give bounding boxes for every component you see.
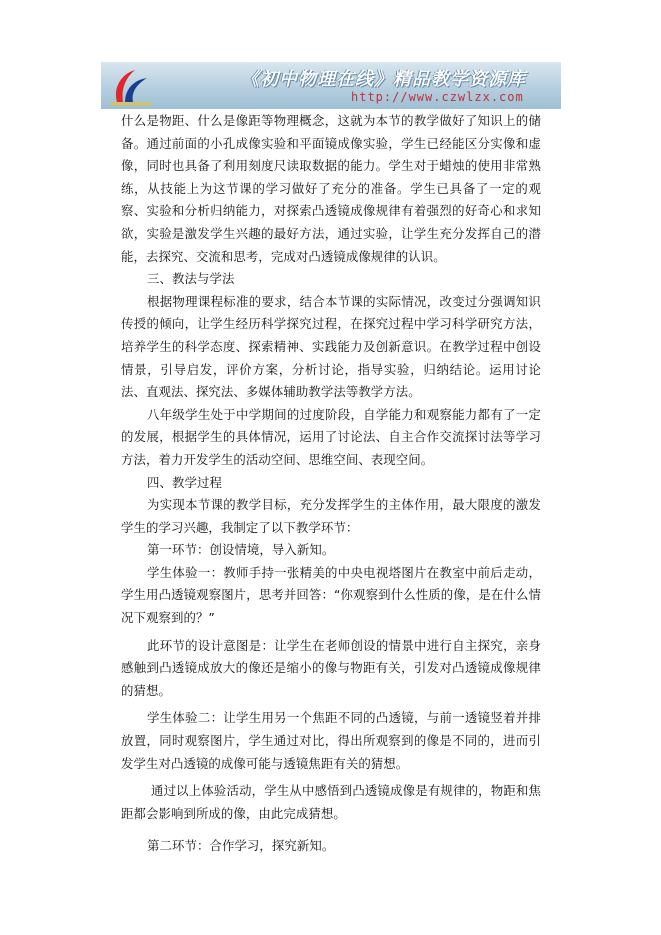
paragraph-students: 八年级学生处于中学期间的过度阶段，自学能力和观察能力都有了一定的发展，根据学生的具体情况，运用了讨论法、自主合作交流探讨法等学习方法，着力开发学生的活动空间、思维空间、表现空间。: [121, 406, 541, 467]
paragraph-intro: 什么是物距、什么是像距等物理概念，这就为本节的教学做好了知识上的储备。通过前面的小孔成像实验和平面镜成像实验，学生已经能区分实像和虚像，同时也具备了利用刻度尺读取数据的能力。学生对于蜡烛的使用非常熟练，从技能上为这节课的学习做好了充分的准备。学生已具备了一定的观察、实验和分析归纳能力，对探索凸透镜成像规律有着强烈的好奇心和求知欲，实验是激发学生兴趣的最好方法，通过实验，让学生充分发挥自己的潜能，去探究、交流和思考，完成对凸透镜成像规律的认识。: [121, 113, 541, 264]
paragraph-methods: 根据物理课程标准的要求，结合本节课的实际情况，改变过分强调知识传授的倾向，让学生经历科学探究过程，在探究过程中学习科学研究方法，培养学生的科学态度、探索精神、实践能力及创新意识。在教学过程中创设情景，引导启发，评价方案，分析讨论，指导实验，归纳结论。运用讨论法、直观法、探究法、多媒体辅助教学法等教学方法。: [121, 293, 541, 400]
paragraph-design-intent: 此环节的设计意图是：让学生在老师创设的情景中进行自主探究，亲身感触到凸透镜成放大的像还是缩小的像与物距有关，引发对凸透镜成像规律的猜想。: [121, 637, 541, 698]
header-banner: [101, 62, 561, 109]
step-one-heading: 第一环节：创设情境，导入新知。: [147, 542, 335, 558]
step-two-heading: 第二环节：合作学习，探究新知。: [147, 838, 335, 854]
site-url[interactable]: http://www.czwlzx.com: [351, 90, 524, 104]
section-heading-process: 四、教学过程: [147, 474, 222, 490]
site-title: 《初中物理在线》精品教学资源库: [241, 69, 526, 90]
paragraph-summary: 通过以上体验活动，学生从中感悟到凸透镜成像是有规律的，物距和焦距都会影响到所成的像，由此完成猜想。: [121, 783, 541, 821]
section-heading-methods: 三、教法与学法: [147, 271, 235, 287]
paragraph-experience-one: 学生体验一：教师手持一张精美的中央电视塔图片在教室中前后走动，学生用凸透镜观察图片，思考并回答：“你观察到什么性质的像，是在什么情况下观察到的？”: [121, 564, 541, 626]
paragraph-experience-two: 学生体验二：让学生用另一个焦距不同的凸透镜，与前一透镜竖着并排放置，同时观察图片，学生通过对比，得出所观察到的像是不同的，进而引发学生对凸透镜的成像可能与透镜焦距有关的猜想。: [121, 710, 541, 771]
logo-icon: [107, 66, 155, 106]
document-body: [121, 110, 541, 858]
paragraph-goals: 为实现本节课的教学目标，充分发挥学生的主体作用，最大限度的激发学生的学习兴趣，我制定了以下教学环节：: [121, 497, 541, 535]
